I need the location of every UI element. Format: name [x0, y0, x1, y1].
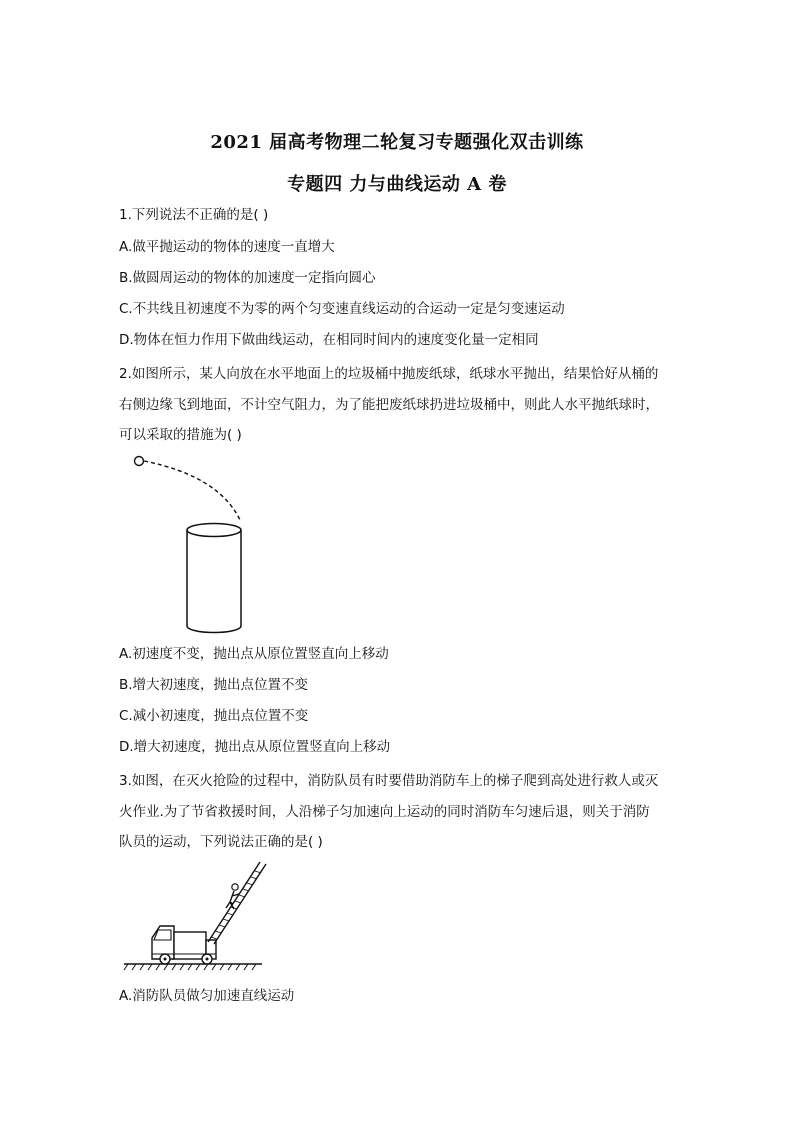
q2-stem-line-3: 可以采取的措施为( ): [119, 427, 242, 443]
q3-stem-line-3: 队员的运动，下列说法正确的是( ): [119, 834, 323, 850]
fire-truck-ladder-figure: [122, 858, 267, 973]
page-title: 2021 届高考物理二轮复习专题强化双击训练: [210, 132, 584, 153]
throw-trajectory: [144, 461, 241, 522]
q2-option-c: C.减小初速度，抛出点位置不变: [119, 708, 309, 724]
q2-option-b: B.增大初速度，抛出点位置不变: [119, 677, 309, 693]
q1-option-d: D.物体在恒力作用下做曲线运动，在相同时间内的速度变化量一定相同: [119, 332, 539, 348]
page-subtitle: 专题四 力与曲线运动 A 卷: [287, 174, 507, 195]
paper-ball-icon: [135, 457, 144, 466]
q1-stem: 1.下列说法不正确的是( ): [119, 207, 269, 223]
q3-stem-line-1: 3.如图，在灭火抢险的过程中，消防队员有时要借助消防车上的梯子爬到高处进行救人或灭: [119, 773, 659, 789]
q2-stem-line-1: 2.如图所示，某人向放在水平地面上的垃圾桶中抛废纸球，纸球水平抛出，结果恰好从桶的: [119, 366, 659, 382]
trash-can-icon: [187, 524, 241, 633]
ladder-icon: [208, 862, 266, 944]
q1-option-a: A.做平抛运动的物体的速度一直增大: [119, 239, 335, 255]
q3-option-a: A.消防队员做匀加速直线运动: [119, 988, 295, 1004]
q2-option-d: D.增大初速度，抛出点从原位置竖直向上移动: [119, 739, 391, 755]
ground-hatching: [124, 964, 262, 970]
q2-stem-line-2: 右侧边缘飞到地面，不计空气阻力，为了能把废纸球扔进垃圾桶中，则此人水平抛纸球时，: [119, 397, 659, 413]
q2-option-a: A.初速度不变，抛出点从原位置竖直向上移动: [119, 646, 389, 662]
q1-option-c: C.不共线且初速度不为零的两个匀变速直线运动的合运动一定是匀变速运动: [119, 301, 565, 317]
q1-option-b: B.做圆周运动的物体的加速度一定指向圆心: [119, 270, 376, 286]
fire-truck-icon: [152, 926, 216, 964]
q3-stem-line-2: 火作业.为了节省救援时间，人沿梯子匀加速向上运动的同时消防车匀速后退，则关于消防: [119, 804, 650, 820]
trash-can-throw-figure: [120, 448, 260, 638]
